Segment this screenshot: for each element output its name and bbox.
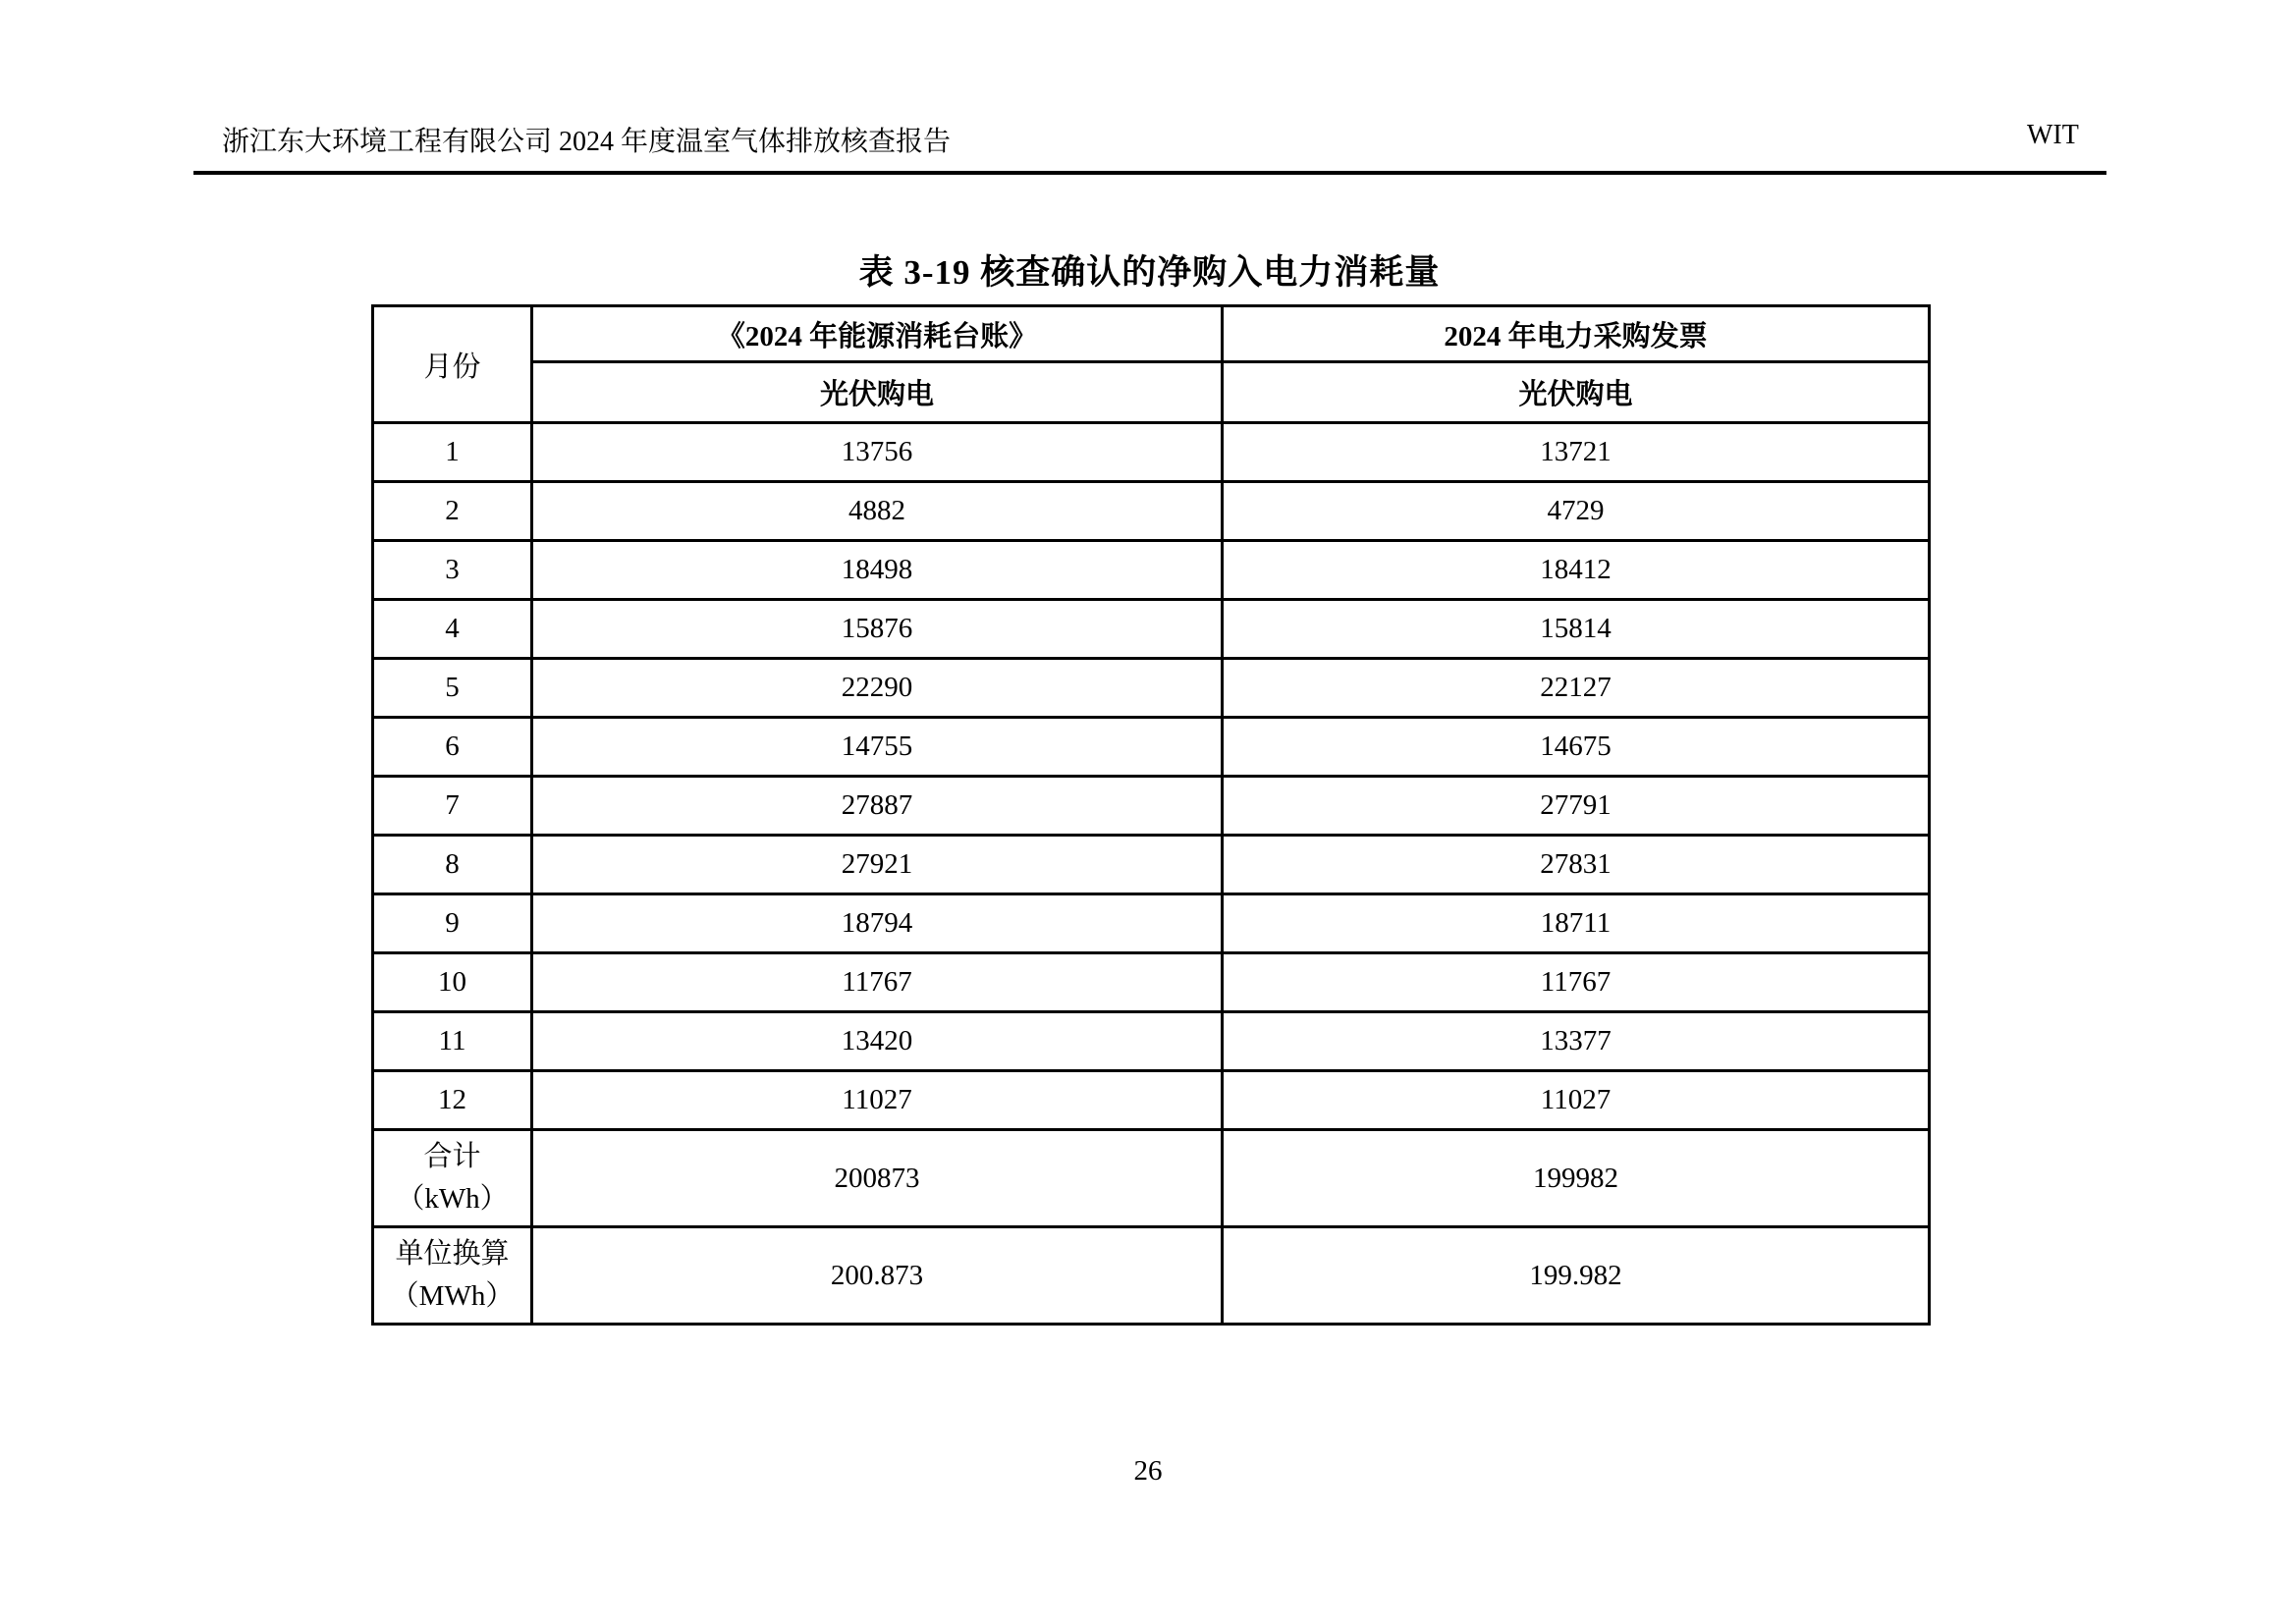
unit-conversion-label-line2: （MWh） — [390, 1280, 515, 1312]
ledger-value-cell: 27887 — [532, 777, 1223, 836]
ledger-value-cell: 13756 — [532, 423, 1223, 482]
month-cell: 11 — [373, 1012, 532, 1071]
month-cell: 6 — [373, 718, 532, 777]
month-cell: 8 — [373, 836, 532, 894]
invoice-value-cell: 13377 — [1223, 1012, 1930, 1071]
ledger-value-cell: 11767 — [532, 953, 1223, 1012]
unit-conversion-invoice-cell: 199.982 — [1223, 1227, 1930, 1325]
ledger-subheader: 光伏购电 — [532, 362, 1223, 423]
invoice-subheader: 光伏购电 — [1223, 362, 1930, 423]
invoice-value-cell: 13721 — [1223, 423, 1930, 482]
table-row — [373, 894, 1930, 953]
unit-conversion-label-cell — [373, 1227, 532, 1325]
invoice-value-cell: 27791 — [1223, 777, 1930, 836]
table-header-row-2 — [373, 362, 1930, 423]
month-cell: 7 — [373, 777, 532, 836]
unit-conversion-label-line1: 单位换算 — [395, 1237, 510, 1270]
unit-conversion-row — [373, 1227, 1930, 1325]
month-cell: 3 — [373, 541, 532, 600]
total-label-line1: 合计 — [423, 1140, 481, 1172]
table-row — [373, 777, 1930, 836]
total-label-cell — [373, 1130, 532, 1227]
table-row — [373, 423, 1930, 482]
invoice-value-cell: 18711 — [1223, 894, 1930, 953]
table-row — [373, 659, 1930, 718]
month-cell: 2 — [373, 482, 532, 541]
invoice-value-cell: 15814 — [1223, 600, 1930, 659]
invoice-value-cell: 18412 — [1223, 541, 1930, 600]
ledger-value-cell: 11027 — [532, 1071, 1223, 1130]
month-cell: 1 — [373, 423, 532, 482]
table-row — [373, 718, 1930, 777]
ledger-value-cell: 18498 — [532, 541, 1223, 600]
ledger-value-cell: 18794 — [532, 894, 1223, 953]
ledger-column-header: 《2024 年能源消耗台账》 — [532, 306, 1223, 362]
table-header-row-1 — [373, 306, 1930, 362]
total-row — [373, 1130, 1930, 1227]
invoice-value-cell: 11767 — [1223, 953, 1930, 1012]
page-number: 26 — [1133, 1455, 1163, 1487]
month-cell: 10 — [373, 953, 532, 1012]
ledger-value-cell: 14755 — [532, 718, 1223, 777]
ledger-value-cell: 13420 — [532, 1012, 1223, 1071]
header-document-title: 浙江东大环境工程有限公司 2024 年度温室气体排放核查报告 — [222, 127, 952, 157]
total-invoice-cell: 199982 — [1223, 1130, 1930, 1227]
invoice-value-cell: 14675 — [1223, 718, 1930, 777]
table-row — [373, 541, 1930, 600]
table-row — [373, 953, 1930, 1012]
total-ledger-cell: 200873 — [532, 1130, 1223, 1227]
ledger-value-cell: 22290 — [532, 659, 1223, 718]
ledger-value-cell: 15876 — [532, 600, 1223, 659]
invoice-value-cell: 11027 — [1223, 1071, 1930, 1130]
month-cell: 4 — [373, 600, 532, 659]
ledger-value-cell: 27921 — [532, 836, 1223, 894]
total-label-line2: （kWh） — [396, 1183, 509, 1215]
table-row — [373, 482, 1930, 541]
month-cell: 5 — [373, 659, 532, 718]
invoice-value-cell: 27831 — [1223, 836, 1930, 894]
unit-conversion-ledger-cell: 200.873 — [532, 1227, 1223, 1325]
month-cell: 9 — [373, 894, 532, 953]
month-column-header: 月份 — [373, 306, 532, 423]
invoice-value-cell: 22127 — [1223, 659, 1930, 718]
month-cell: 12 — [373, 1071, 532, 1130]
invoice-value-cell: 4729 — [1223, 482, 1930, 541]
table-row — [373, 1012, 1930, 1071]
header-logo-text: WIT — [2027, 120, 2079, 150]
table-row — [373, 600, 1930, 659]
invoice-column-header: 2024 年电力采购发票 — [1223, 306, 1930, 362]
table-title: 表 3-19 核查确认的净购入电力消耗量 — [858, 253, 1441, 292]
electricity-consumption-table — [371, 304, 1931, 1326]
table-row — [373, 1071, 1930, 1130]
table-row — [373, 836, 1930, 894]
header-rule — [193, 171, 2106, 175]
ledger-value-cell: 4882 — [532, 482, 1223, 541]
